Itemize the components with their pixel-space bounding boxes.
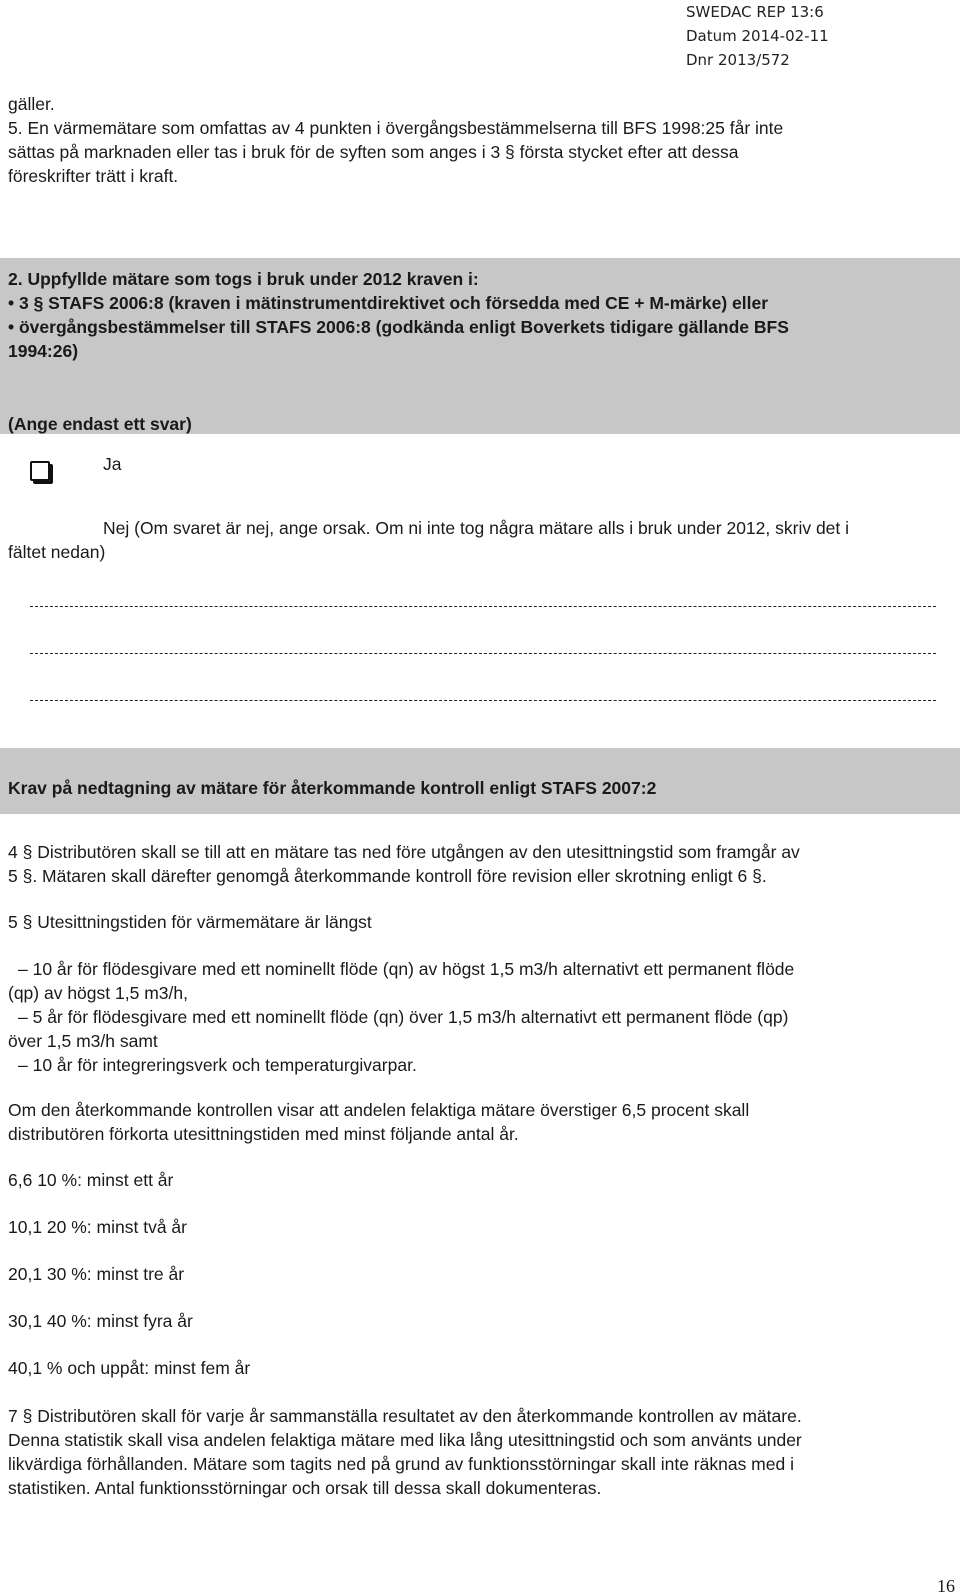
- yes-checkbox[interactable]: [30, 461, 50, 481]
- paragraph-6: [8, 1098, 952, 1146]
- deadline-list: [8, 957, 952, 1077]
- rule-2: 10,1 20 %: minst två år: [8, 1217, 187, 1237]
- paragraph-5: 5 § Utesittningstiden för värmemätare är längst: [8, 912, 372, 932]
- rule-5: 40,1 % och uppåt: minst fem år: [8, 1358, 251, 1378]
- list-item: – 10 år för flödesgivare med ett nominellt flöde (qn) av högst 1,5 m3/h alternativt ett permanent flöde: [18, 959, 795, 979]
- text-line: 4 § Distributören skall se till att en mätare tas ned före utgången av den utesittningstid som framgår av: [8, 842, 800, 862]
- answer-line[interactable]: [30, 700, 936, 701]
- list-item-cont: över 1,5 m3/h samt: [8, 1031, 158, 1051]
- page-number: 16: [937, 1576, 955, 1596]
- text-line: 7 § Distributören skall för varje år sammanställa resultatet av den återkommande kontrollen av mätare.: [8, 1406, 802, 1426]
- intro-line: föreskrifter trätt i kraft.: [8, 166, 179, 186]
- list-item: – 10 år för integreringsverk och temperaturgivarpar.: [18, 1055, 417, 1075]
- question-bullet: • övergångsbestämmelser till STAFS 2006:8 (godkända enligt Boverkets tidigare gällande BFS: [8, 317, 789, 337]
- no-label: Nej (Om svaret är nej, ange orsak. Om ni inte tog några mätare alls i bruk under 2012, skriv det i: [103, 518, 850, 538]
- text-line: Om den återkommande kontrollen visar att andelen felaktiga mätare överstiger 6,5 procent skall: [8, 1100, 750, 1120]
- answer-line[interactable]: [30, 606, 936, 607]
- yes-label: Ja: [103, 454, 122, 474]
- intro-line: sättas på marknaden eller tas i bruk för de syften som anges i 3 § första stycket efter att dessa: [8, 142, 739, 162]
- text-line: statistiken. Antal funktionsstörningar och orsak till dessa skall dokumenteras.: [8, 1478, 602, 1498]
- report-date: Datum 2014-02-11: [686, 27, 829, 45]
- rule-1: 6,6 10 %: minst ett år: [8, 1170, 174, 1190]
- rule-4: 30,1 40 %: minst fyra år: [8, 1311, 193, 1331]
- text-line: distributören förkorta utesittningstiden med minst följande antal år.: [8, 1124, 519, 1144]
- list-item-cont: (qp) av högst 1,5 m3/h,: [8, 983, 188, 1003]
- question-bullet: 1994:26): [8, 341, 79, 361]
- intro-paragraph: [8, 92, 952, 188]
- answer-line[interactable]: [30, 653, 936, 654]
- report-id: SWEDAC REP 13:6: [686, 3, 824, 21]
- intro-line: 5. En värmemätare som omfattas av 4 punkten i övergångsbestämmelserna till BFS 1998:25 får inte: [8, 118, 784, 138]
- rule-3: 20,1 30 %: minst tre år: [8, 1264, 185, 1284]
- paragraph-4: [8, 840, 952, 888]
- paragraph-7: [8, 1404, 952, 1500]
- intro-line: gäller.: [8, 94, 55, 114]
- text-line: likvärdiga förhållanden. Mätare som tagits ned på grund av funktionsstörningar skall inte räknas med i: [8, 1454, 794, 1474]
- no-option: [8, 516, 952, 564]
- list-item: – 5 år för flödesgivare med ett nominellt flöde (qn) över 1,5 m3/h alternativt ett permanent flöde (qp): [18, 1007, 789, 1027]
- question-2: [8, 267, 952, 363]
- text-line: Denna statistik skall visa andelen felaktiga mätare med lika lång utesittningstid och som använts under: [8, 1430, 802, 1450]
- question-bullet: • 3 § STAFS 2006:8 (kraven i mätinstrumentdirektivet och försedda med CE + M-märke) eller: [8, 293, 769, 313]
- no-label-cont: fältet nedan): [8, 542, 106, 562]
- document-header: [686, 0, 956, 72]
- section-heading: Krav på nedtagning av mätare för återkommande kontroll enligt STAFS 2007:2: [8, 778, 657, 798]
- report-dnr: Dnr 2013/572: [686, 51, 790, 69]
- question-title: 2. Uppfyllde mätare som togs i bruk under 2012 kraven i:: [8, 269, 479, 289]
- text-line: 5 §. Mätaren skall därefter genomgå återkommande kontroll före revision eller skrotning enligt 6 §.: [8, 866, 767, 886]
- answer-instruction: (Ange endast ett svar): [8, 414, 192, 434]
